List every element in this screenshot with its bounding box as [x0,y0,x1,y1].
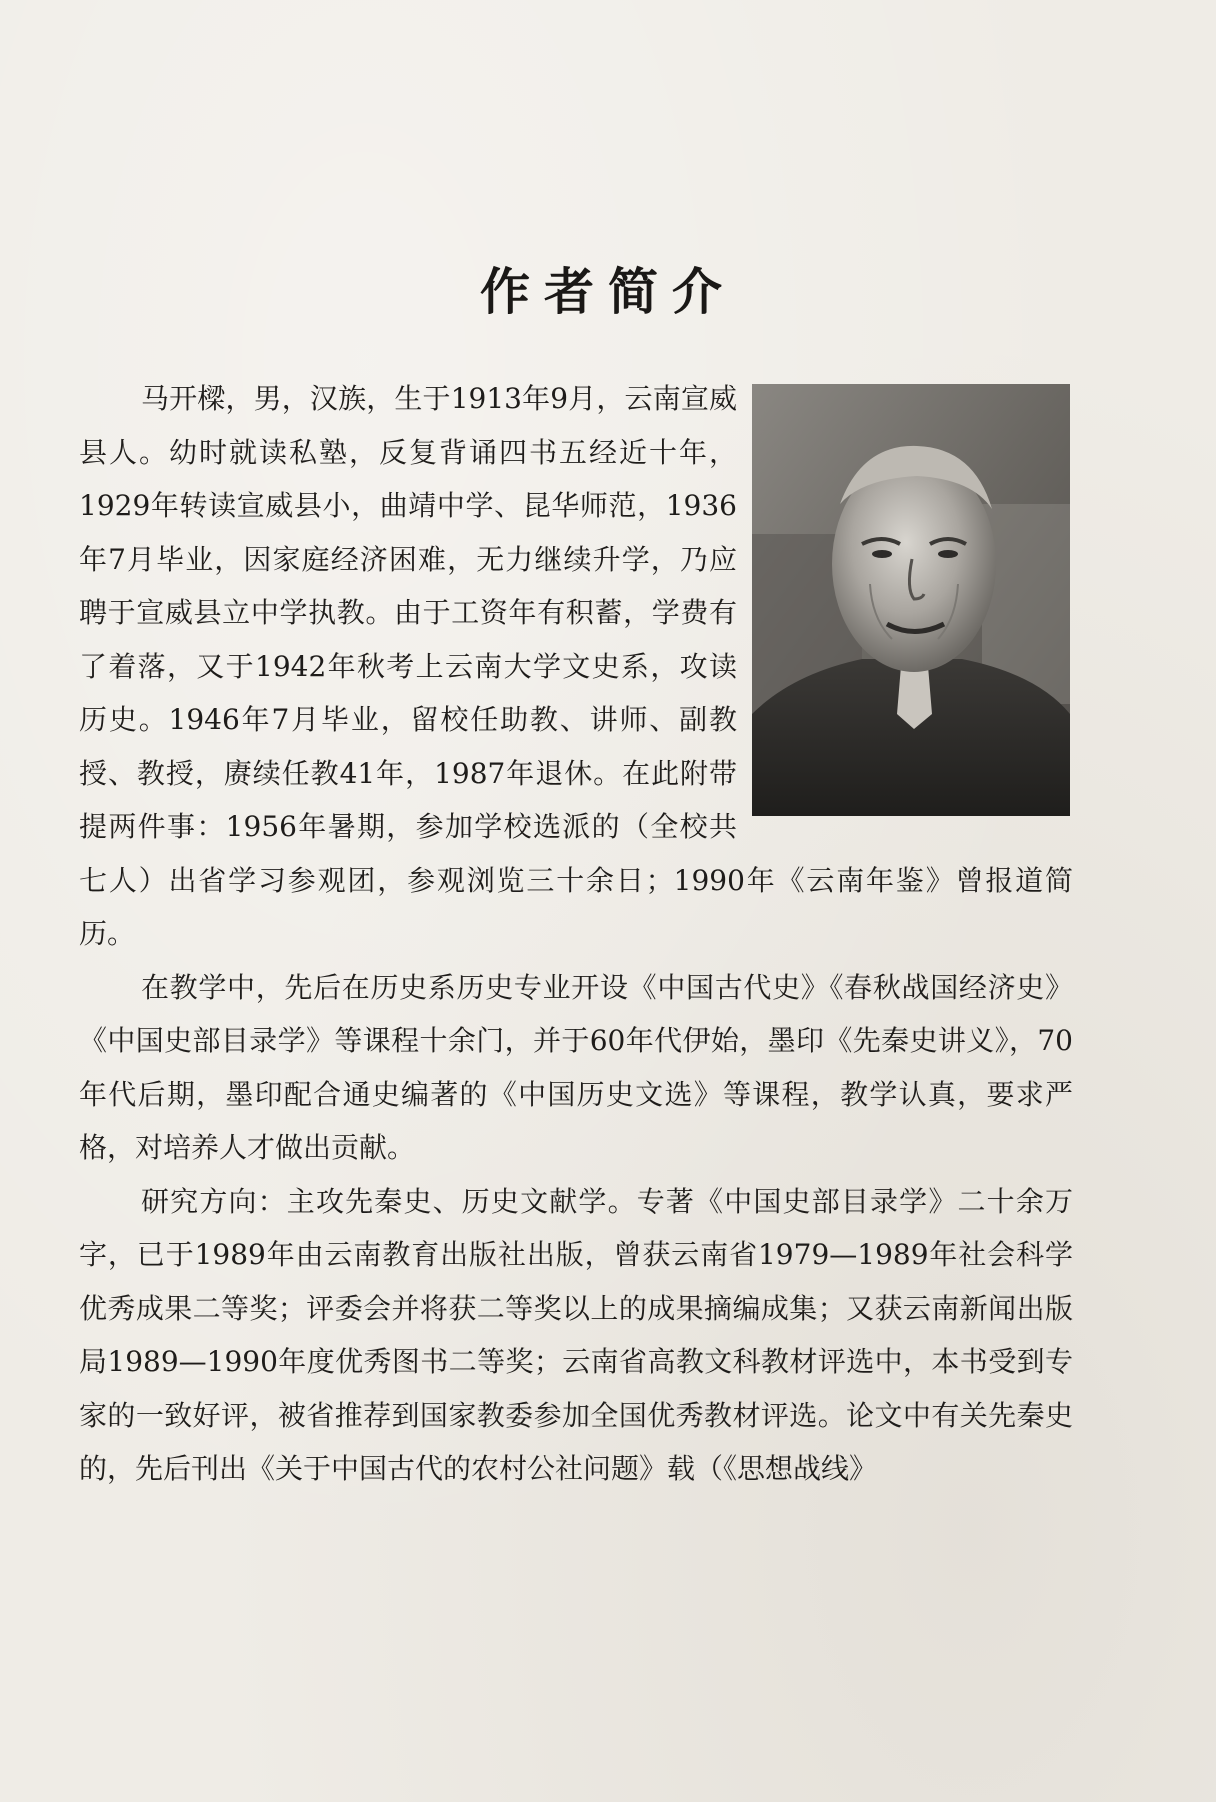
photo-text-wrap-spacer [737,372,1073,820]
paragraph-1 [79,372,1073,961]
paragraph-1-text: 马开樑，男，汉族，生于1913年9月，云南宣威县人。幼时就读私塾，反复背诵四书五经近十年，1929年转读宣威县小，曲靖中学、昆华师范，1936年7月毕业，因家庭经济困难，无力继续升学，乃应聘于宣威县立中学执教。由于工资年有积蓄，学费有了着落，又于1942年秋考上云南大学文史系，攻读历史。1946年7月毕业，留校任助教、讲师、副教授、教授，赓续任教41年，1987年退休。在此附带提两件事：1956年暑期，参加学校选派的（全校共七人）出省学习参观团，参观浏览三十余日；1990年《云南年鉴》曾报道简历。 [79,382,1073,950]
biography-text [79,372,1073,1496]
paragraph-2: 在教学中，先后在历史系历史专业开设《中国古代史》《春秋战国经济史》《中国史部目录学》等课程十余门，并于60年代伊始，墨印《先秦史讲义》，70年代后期，墨印配合通史编著的《中国历史文选》等课程，教学认真，要求严格，对培养人才做出贡献。 [79,970,1073,1164]
paragraph-3: 研究方向：主攻先秦史、历史文献学。专著《中国史部目录学》二十余万字，已于1989年由云南教育出版社出版，曾获云南省1979—1989年社会科学优秀成果二等奖；评委会并将获二等奖以上的成果摘编成集；又获云南新闻出版局1989—1990年度优秀图书二等奖；云南省高教文科教材评选中，本书受到专家的一致好评，被省推荐到国家教委参加全国优秀教材评选。论文中有关先秦史的，先后刊出《关于中国古代的农村公社问题》载（《思想战线》 [79,1184,1073,1485]
page-title: 作者简介 [480,262,736,321]
